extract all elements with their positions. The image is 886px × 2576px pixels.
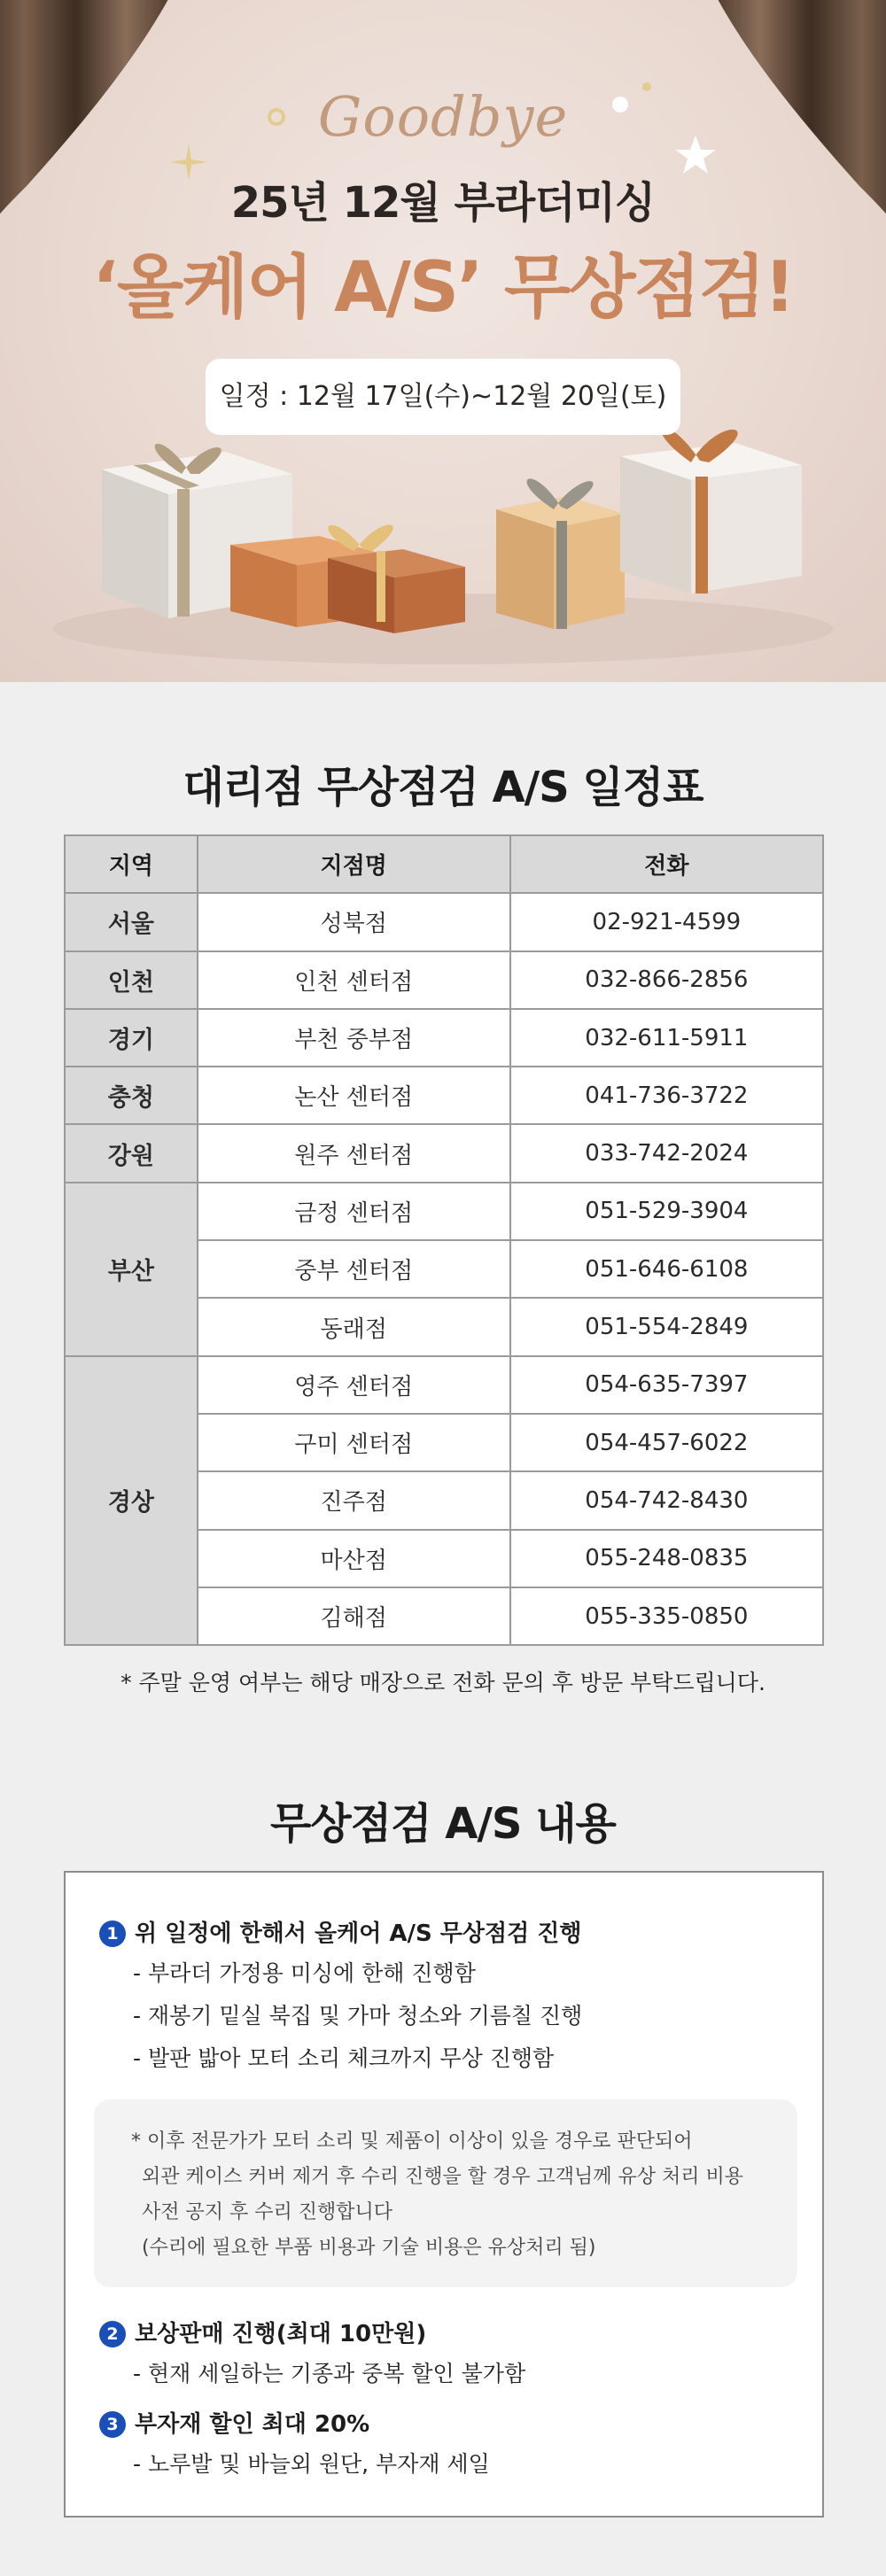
branch-cell: 성북점 (198, 893, 510, 950)
region-cell: 경상 (65, 1356, 198, 1645)
branch-cell: 동래점 (198, 1298, 510, 1355)
table-row (65, 951, 823, 1009)
service-item-heading: 위 일정에 한해서 올케어 A/S 무상점검 진행 (135, 1920, 582, 1947)
notice-line: * 이후 전문가가 모터 소리 및 제품이 이상이 있을 경우로 판단되어 (131, 2130, 693, 2153)
branch-cell: 마산점 (198, 1530, 510, 1587)
region-cell: 강원 (65, 1124, 198, 1182)
phone-cell[interactable]: 033-742-2024 (510, 1124, 823, 1182)
service-content-title: 무상점검 A/S 내용 (270, 1799, 616, 1849)
table-row (65, 1356, 823, 1414)
region-cell: 충청 (65, 1067, 198, 1124)
number-badge-icon: 1 (99, 1920, 126, 1947)
service-bullet: - 현재 세일하는 기종과 중복 할인 불가함 (133, 2361, 526, 2386)
header-phone: 전화 (510, 835, 823, 893)
number-badge-icon: 2 (99, 2321, 126, 2347)
region-cell: 부산 (65, 1183, 198, 1356)
branch-cell: 중부 센터점 (198, 1240, 510, 1298)
phone-cell[interactable]: 055-248-0835 (510, 1530, 823, 1587)
branch-cell: 진주점 (198, 1471, 510, 1529)
table-row (65, 1009, 823, 1067)
phone-cell[interactable]: 041-736-3722 (510, 1067, 823, 1124)
service-bullet: - 부라더 가정용 미싱에 한해 진행함 (133, 1960, 476, 1986)
header-branch: 지점명 (198, 835, 510, 893)
branch-cell: 구미 센터점 (198, 1414, 510, 1471)
branch-cell: 영주 센터점 (198, 1356, 510, 1414)
goodbye-script-text: Goodbye (317, 84, 569, 149)
service-item-2 (99, 2316, 426, 2348)
table-row (65, 1124, 823, 1182)
schedule-table-title: 대리점 무상점검 A/S 일정표 (183, 763, 703, 812)
service-content-box (64, 1871, 824, 2518)
table-row (65, 893, 823, 950)
phone-cell[interactable]: 051-554-2849 (510, 1298, 823, 1355)
service-bullet: - 발판 밟아 모터 소리 체크까지 무상 진행함 (133, 2045, 555, 2071)
hero-title: ‘올케어 A/S’ 무상점검! (92, 248, 794, 328)
phone-cell[interactable]: 054-742-8430 (510, 1471, 823, 1529)
hero-banner (0, 0, 886, 682)
phone-cell[interactable]: 02-921-4599 (510, 893, 823, 950)
phone-cell[interactable]: 054-457-6022 (510, 1414, 823, 1471)
table-row (65, 1067, 823, 1124)
branch-cell: 부천 중부점 (198, 1009, 510, 1067)
paid-repair-notice (94, 2099, 797, 2287)
phone-cell[interactable]: 055-335-0850 (510, 1587, 823, 1645)
event-schedule-badge: 일정 : 12월 17일(수)~12월 20일(토) (206, 359, 680, 435)
service-item-1 (99, 1915, 582, 1948)
branch-cell: 논산 센터점 (198, 1067, 510, 1124)
service-bullet: - 재봉기 밑실 북집 및 가마 청소와 기름칠 진행 (133, 2003, 583, 2029)
phone-cell[interactable]: 051-529-3904 (510, 1183, 823, 1240)
region-cell: 인천 (65, 951, 198, 1009)
weekend-notice-text: * 주말 운영 여부는 해당 매장으로 전화 문의 후 방문 부탁드립니다. (120, 1670, 766, 1695)
service-item-heading: 부자재 할인 최대 20% (135, 2411, 370, 2438)
branch-cell: 금정 센터점 (198, 1183, 510, 1240)
hero-subtitle: 25년 12월 부라더미싱 (230, 178, 656, 228)
phone-cell[interactable]: 051-646-6108 (510, 1240, 823, 1298)
number-badge-icon: 3 (99, 2411, 126, 2438)
table-header-row (65, 835, 823, 893)
table-row (65, 1183, 823, 1240)
region-cell: 경기 (65, 1009, 198, 1067)
region-cell: 서울 (65, 893, 198, 950)
branch-schedule-table (64, 834, 824, 1646)
phone-cell[interactable]: 032-866-2856 (510, 951, 823, 1009)
phone-cell[interactable]: 032-611-5911 (510, 1009, 823, 1067)
notice-line: 사전 공지 후 수리 진행합니다 (142, 2201, 392, 2223)
branch-cell: 인천 센터점 (198, 951, 510, 1009)
phone-cell[interactable]: 054-635-7397 (510, 1356, 823, 1414)
service-bullet: - 노루발 및 바늘외 원단, 부자재 세일 (133, 2451, 490, 2477)
notice-line: (수리에 필요한 부품 비용과 기술 비용은 유상처리 됨) (142, 2237, 596, 2259)
header-region: 지역 (65, 835, 198, 893)
branch-cell: 원주 센터점 (198, 1124, 510, 1182)
notice-line: 외관 케이스 커버 제거 후 수리 진행을 할 경우 고객님께 유상 처리 비용 (142, 2166, 743, 2188)
service-item-heading: 보상판매 진행(최대 10만원) (135, 2321, 427, 2347)
branch-cell: 김해점 (198, 1587, 510, 1645)
service-item-3 (99, 2406, 369, 2439)
